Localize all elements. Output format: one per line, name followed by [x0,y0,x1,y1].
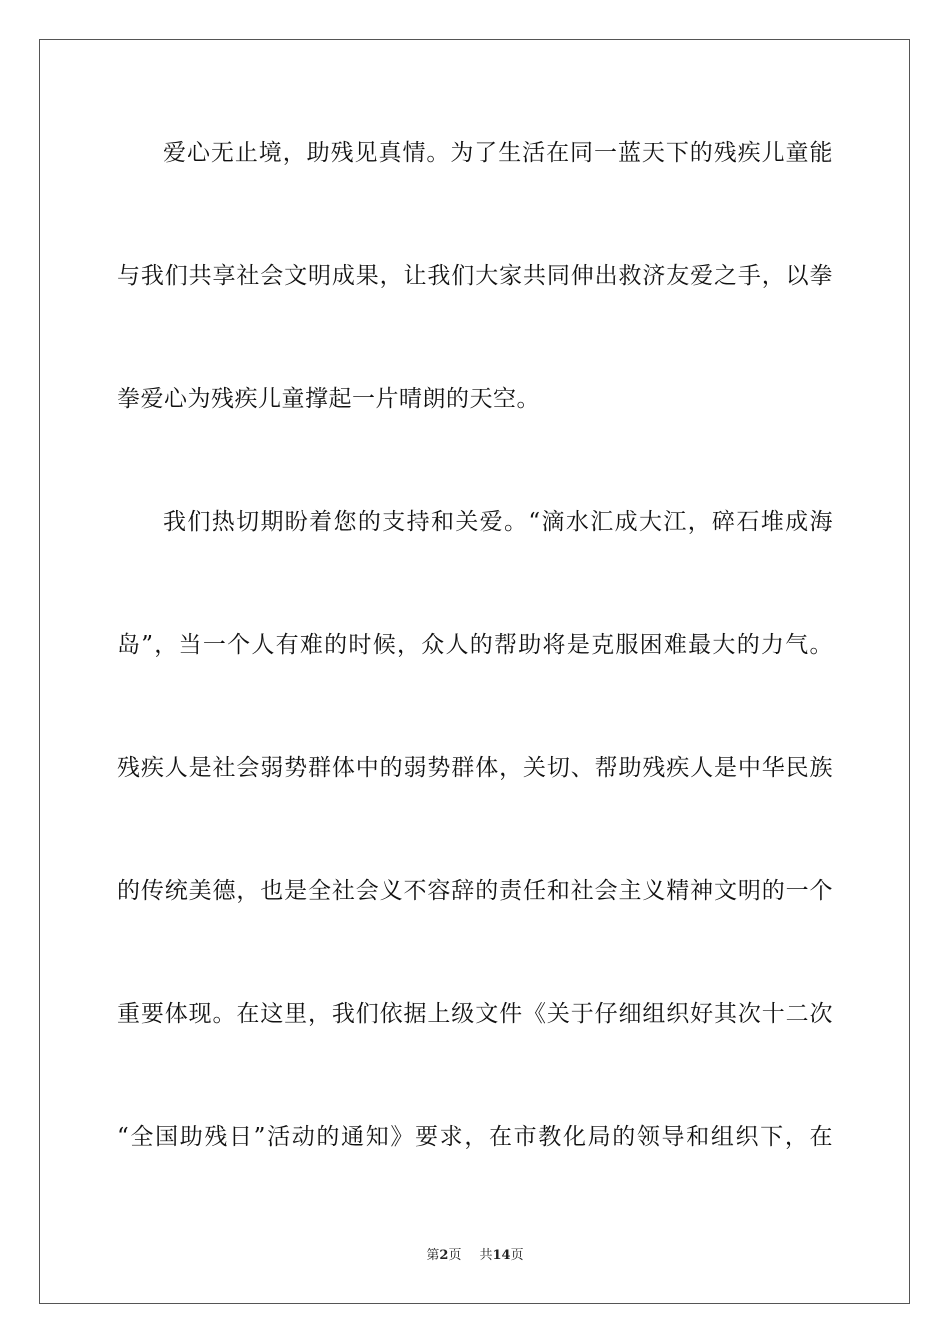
page-footer [0,1247,950,1265]
total-pages-label: 共14页 [479,1248,524,1263]
page-number-label: 第2页 [426,1248,462,1263]
paragraph-1-line-3: 拳爱心为残疾儿童撑起一片晴朗的天空。 [117,386,540,412]
paragraph-2-line-6: “全国助残日”活动的通知》要求，在市教化局的领导和组织下，在 [117,1124,833,1150]
paragraph-2-line-1: 我们热切期盼着您的支持和关爱。“滴水汇成大江，碎石堆成海 [163,509,833,535]
paragraph-2-line-4: 的传统美德，也是全社会义不容辞的责任和社会主义精神文明的一个 [117,878,833,904]
page-border [39,39,910,1304]
paragraph-2-line-2: 岛”，当一个人有难的时候，众人的帮助将是克服困难最大的力气。 [117,632,833,658]
paragraph-1-line-2: 与我们共享社会文明成果，让我们大家共同伸出救济友爱之手，以拳 [117,263,833,289]
paragraph-1-line-1: 爱心无止境，助残见真情。为了生活在同一蓝天下的残疾儿童能 [163,140,833,166]
paragraph-2-line-5: 重要体现。在这里，我们依据上级文件《关于仔细组织好其次十二次 [117,1001,833,1027]
paragraph-2-line-3: 残疾人是社会弱势群体中的弱势群体，关切、帮助残疾人是中华民族 [117,755,833,781]
